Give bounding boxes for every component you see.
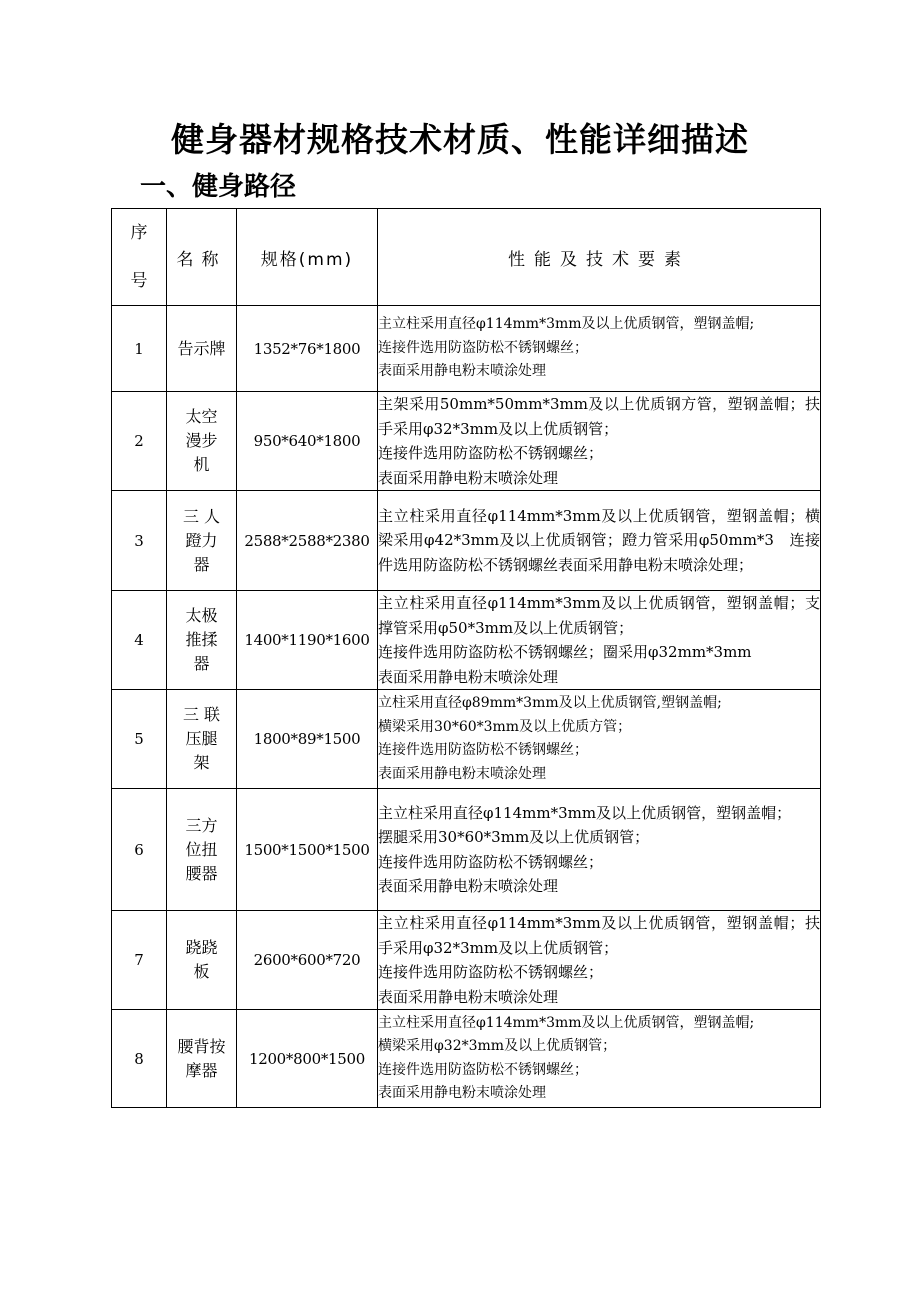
performance-spec-line: 表面采用静电粉末喷涂处理 xyxy=(378,667,559,686)
performance-spec-line: 立柱采用直径φ89mm*3mm及以上优质钢管,塑钢盖帽; xyxy=(378,695,722,711)
table-row xyxy=(112,911,821,1010)
cell-performance-specs xyxy=(378,491,821,591)
cell-performance-specs xyxy=(378,306,821,392)
performance-spec-line: 主立柱采用直径φ114mm*3mm及以上优质钢管，塑钢盖帽； xyxy=(378,803,792,822)
performance-spec-line: 主立柱采用直径φ114mm*3mm及以上优质钢管，塑钢盖帽; xyxy=(378,316,755,333)
equipment-name-line: 腰器 xyxy=(185,863,218,883)
cell-dimensions: 1400*1190*1600 xyxy=(237,591,378,690)
equipment-name-line: 推揉 xyxy=(185,630,218,649)
cell-dimensions: 1200*800*1500 xyxy=(237,1010,378,1108)
performance-spec-line: 主立柱采用直径φ114mm*3mm及以上优质钢管，塑钢盖帽；扶手采用φ32*3mm及以上优质钢管； xyxy=(378,914,820,957)
cell-performance-specs xyxy=(378,1010,821,1108)
cell-dimensions: 1800*89*1500 xyxy=(237,690,378,789)
performance-spec-line: 连接件选用防盗防松不锈钢螺丝； xyxy=(378,963,604,981)
cell-equipment-name xyxy=(167,491,237,591)
performance-spec-line: 主立柱采用直径φ114mm*3mm及以上优质钢管，塑钢盖帽；支撑管采用φ50*3mm及以上优质钢管； xyxy=(378,594,820,637)
table-row xyxy=(112,1010,821,1108)
section-heading: 一、健身路径 xyxy=(140,172,297,202)
performance-spec-line: 主架采用50mm*50mm*3mm及以上优质钢方管，塑钢盖帽；扶手采用φ32*3mm及以上优质钢管； xyxy=(378,395,820,438)
cell-dimensions: 950*640*1800 xyxy=(237,392,378,491)
table-row xyxy=(112,789,821,911)
performance-spec-line: 摆腿采用30*60*3mm及以上优质钢管； xyxy=(378,828,650,846)
cell-equipment-name xyxy=(167,306,237,392)
equipment-name-line: 腰背按 xyxy=(177,1036,226,1056)
cell-equipment-name xyxy=(167,1010,237,1108)
header-serial-line-2: 号 xyxy=(130,271,148,291)
equipment-name-line: 太极 xyxy=(185,606,218,625)
cell-equipment-name xyxy=(167,690,237,789)
document-title: 健身器材规格技术材质、性能详细描述 xyxy=(171,120,749,159)
equipment-name-line: 告示牌 xyxy=(177,338,226,358)
performance-spec-line: 横梁采用30*60*3mm及以上优质方管； xyxy=(378,718,632,735)
performance-spec-line: 连接件选用防盗防松不锈钢螺丝； xyxy=(378,742,588,758)
cell-serial-number: 3 xyxy=(112,491,167,591)
cell-serial-number: 2 xyxy=(112,392,167,491)
cell-serial-number: 7 xyxy=(112,911,167,1010)
cell-equipment-name xyxy=(167,789,237,911)
equipment-name-line: 器 xyxy=(193,654,210,673)
performance-spec-line: 表面采用静电粉末喷涂处理 xyxy=(378,468,559,487)
cell-dimensions: 1500*1500*1500 xyxy=(237,789,378,911)
table-header-row xyxy=(112,209,821,306)
cell-dimensions: 2588*2588*2380 xyxy=(237,491,378,591)
table-row xyxy=(112,591,821,690)
cell-dimensions: 1352*76*1800 xyxy=(237,306,378,392)
equipment-name-line: 器 xyxy=(193,554,210,574)
performance-spec-line: 表面采用静电粉末喷涂处理 xyxy=(378,765,546,782)
equipment-name-line: 摩器 xyxy=(185,1060,218,1080)
cell-equipment-name xyxy=(167,911,237,1010)
cell-serial-number: 1 xyxy=(112,306,167,392)
equipment-spec-table xyxy=(111,208,821,1108)
equipment-name-line: 板 xyxy=(193,962,210,981)
equipment-name-line: 三 人 xyxy=(182,506,221,526)
cell-serial-number: 5 xyxy=(112,690,167,789)
performance-spec-line: 连接件选用防盗防松不锈钢螺丝； xyxy=(378,1061,588,1078)
performance-spec-line: 表面采用静电粉末喷涂处理 xyxy=(378,987,559,1006)
cell-equipment-name xyxy=(167,392,237,491)
performance-spec-line: 横梁采用φ32*3mm及以上优质钢管； xyxy=(378,1038,617,1054)
performance-spec-line: 连接件选用防盗防松不锈钢螺丝； xyxy=(378,339,588,356)
performance-spec-line: 表面采用静电粉末喷涂处理 xyxy=(378,363,546,380)
table-row xyxy=(112,690,821,789)
equipment-name-line: 位扭 xyxy=(185,839,218,859)
table-row xyxy=(112,491,821,591)
header-name: 名称 xyxy=(167,209,237,306)
header-performance: 性能及技术要素 xyxy=(378,209,821,306)
performance-spec-line: 主立柱采用直径φ114mm*3mm及以上优质钢管，塑钢盖帽; xyxy=(378,1014,755,1031)
performance-spec-line: 表面采用静电粉末喷涂处理 xyxy=(378,1085,546,1101)
performance-spec-line: 表面采用静电粉末喷涂处理 xyxy=(378,877,559,895)
table-row xyxy=(112,306,821,392)
header-serial-number xyxy=(112,209,167,306)
equipment-name-line: 漫步 xyxy=(185,431,218,450)
cell-performance-specs xyxy=(378,789,821,911)
header-spec: 规格(mm) xyxy=(237,209,378,306)
cell-serial-number: 6 xyxy=(112,789,167,911)
cell-equipment-name xyxy=(167,591,237,690)
performance-spec-line: 连接件选用防盗防松不锈钢螺丝； xyxy=(378,852,604,871)
equipment-name-line: 三 联 xyxy=(182,705,221,724)
cell-performance-specs xyxy=(378,911,821,1010)
equipment-name-line: 机 xyxy=(193,455,210,474)
header-serial-line-1: 序 xyxy=(130,223,148,243)
cell-serial-number: 8 xyxy=(112,1010,167,1108)
performance-spec-line: 连接件选用防盗防松不锈钢螺丝；圈采用φ32mm*3mm xyxy=(378,643,752,661)
equipment-name-line: 跷跷 xyxy=(185,938,218,957)
cell-serial-number: 4 xyxy=(112,591,167,690)
cell-dimensions: 2600*600*720 xyxy=(237,911,378,1010)
performance-spec-line: 连接件选用防盗防松不锈钢螺丝； xyxy=(378,444,604,462)
equipment-name-line: 蹬力 xyxy=(185,530,218,550)
equipment-name-line: 架 xyxy=(193,753,210,772)
cell-performance-specs xyxy=(378,392,821,491)
equipment-name-line: 太空 xyxy=(185,407,218,426)
cell-performance-specs xyxy=(378,591,821,690)
table-row xyxy=(112,392,821,491)
equipment-name-line: 三方 xyxy=(185,815,218,835)
cell-performance-specs xyxy=(378,690,821,789)
equipment-name-line: 压腿 xyxy=(185,729,218,748)
performance-spec-line: 主立柱采用直径φ114mm*3mm及以上优质钢管，塑钢盖帽；横梁采用φ42*3mm及以上优质钢管；蹬力管采用φ50mm*3 连接件选用防盗防松不锈钢螺丝表面采用静电粉末喷涂处理； xyxy=(378,506,820,574)
